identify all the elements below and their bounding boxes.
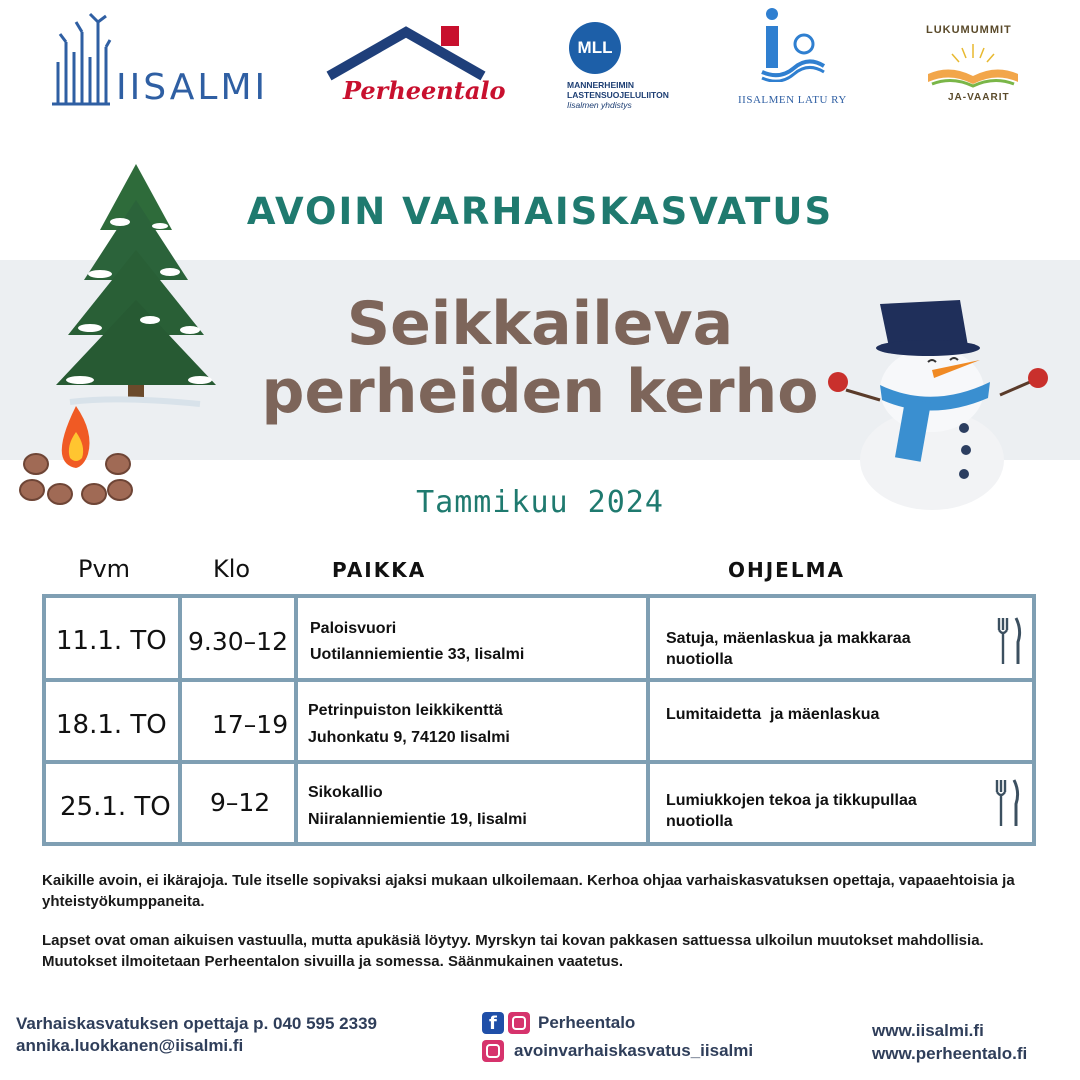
house-roof-icon	[325, 22, 487, 82]
web-link-iisalmi[interactable]: www.iisalmi.fi	[872, 1021, 984, 1040]
row-time-cell	[182, 598, 294, 678]
iisalmi-logo	[50, 12, 280, 112]
header-date: Pvm	[78, 555, 131, 583]
info-paragraph-1: Kaikille avoin, ei ikärajoja. Tule itselle sopivaksi ajaksi mukaan ulkoilemaan. Kerhoa ohjaa varhaiskasvatuksen opettaja, vapaaehtoisia ja yhteistyökumppaneita.	[42, 872, 1015, 910]
row-place-name: Sikokallio	[308, 784, 383, 801]
row-program-cell	[650, 682, 1032, 760]
section-heading: AVOIN VARHAISKASVATUS	[246, 190, 834, 233]
lukumummit-logo	[918, 18, 1028, 108]
contact-phone: Varhaiskasvatuksen opettaja p. 040 595 2339	[16, 1014, 378, 1033]
header-time: Klo	[213, 555, 251, 583]
row-place-address: Niiralanniemientie 19, Iisalmi	[308, 811, 527, 828]
mll-logo	[565, 18, 685, 108]
instagram-icon	[482, 1040, 504, 1062]
row-date: 18.1. TO	[56, 710, 167, 740]
web-link-perheentalo[interactable]: www.perheentalo.fi	[872, 1044, 1028, 1063]
snowman-icon	[820, 290, 1060, 510]
schedule-table	[42, 594, 1036, 846]
cutlery-icon	[992, 778, 1022, 828]
open-book-icon	[924, 40, 1022, 90]
row-place-name: Paloisvuori	[310, 620, 397, 637]
title-line-2: perheiden kerho	[261, 357, 819, 427]
info-paragraph-2: Lapset ovat oman aikuisen vastuulla, mutta apukäsiä löytyy. Myrskyn tai kovan pakkasen sattuessa ulkoilun muutokset mahdollisia. Muutokset ilmoitetaan Perheentalon sivuilla ja somessa. Säänmukainen vaatetus.	[42, 932, 984, 970]
row-program: Lumiukkojen tekoa ja tikkupullaa nuotiolla	[666, 792, 917, 830]
social-instagram-handle: avoinvarhaiskasvatus_iisalmi	[514, 1041, 754, 1060]
cutlery-icon	[994, 616, 1024, 666]
mll-line1: MANNERHEIMIN	[567, 80, 635, 90]
row-program-cell	[650, 764, 1032, 842]
facebook-icon: f	[482, 1012, 504, 1034]
row-date: 25.1. TO	[60, 792, 171, 822]
row-time: 9.30–12	[188, 627, 288, 656]
latu-skier-icon	[760, 6, 826, 82]
row-place-address: Uotilanniemientie 33, Iisalmi	[310, 646, 525, 663]
row-time: 9–12	[210, 788, 271, 817]
latu-logo	[738, 6, 858, 110]
mll-line2: LASTENSUOJELULIITON	[567, 90, 669, 100]
month-label: Tammikuu 2024	[416, 485, 664, 520]
iisalmi-logo-text: IISALMI	[116, 67, 269, 108]
row-place-cell	[298, 682, 646, 760]
christmas-tree-icon	[50, 160, 220, 420]
social-perheentalo: Perheentalo	[538, 1013, 636, 1032]
perheentalo-logo	[325, 22, 506, 112]
mll-badge: MLL	[569, 22, 621, 74]
row-time-cell	[182, 682, 294, 760]
perheentalo-logo-text: Perheentalo	[343, 76, 506, 105]
header-place: PAIKKA	[332, 558, 427, 582]
title-line-1: Seikkaileva	[346, 289, 734, 359]
row-place-cell	[298, 764, 646, 842]
social-row-2[interactable]	[482, 1039, 753, 1063]
row-time-cell	[182, 764, 294, 842]
row-place-address: Juhonkatu 9, 74120 Iisalmi	[308, 729, 510, 746]
row-time: 17–19	[212, 710, 289, 739]
social-row-1[interactable]	[482, 1011, 635, 1035]
table-row	[46, 598, 178, 678]
row-program: Lumitaidetta ja mäenlaskua	[666, 706, 880, 723]
lukumummit-bottom-text: JA-VAARIT	[948, 92, 1010, 103]
row-program: Satuja, mäenlaskua ja makkaraa nuotiolla	[666, 630, 911, 668]
row-place-name: Petrinpuiston leikkikenttä	[308, 702, 503, 719]
row-program-cell	[650, 598, 1032, 678]
lukumummit-top-text: LUKUMUMMIT	[926, 24, 1012, 36]
table-row	[46, 764, 178, 842]
page-title	[200, 290, 880, 426]
instagram-icon	[508, 1012, 530, 1034]
mll-line3: Iisalmen yhdistys	[567, 100, 632, 110]
iisalmi-tree-icon	[50, 12, 112, 107]
row-place-cell	[298, 598, 646, 678]
row-date: 11.1. TO	[56, 626, 167, 656]
contact-email[interactable]: annika.luokkanen@iisalmi.fi	[16, 1036, 244, 1055]
latu-logo-text: IISALMEN LATU RY	[738, 94, 847, 106]
table-row	[46, 682, 178, 760]
header-program: OHJELMA	[728, 558, 845, 582]
